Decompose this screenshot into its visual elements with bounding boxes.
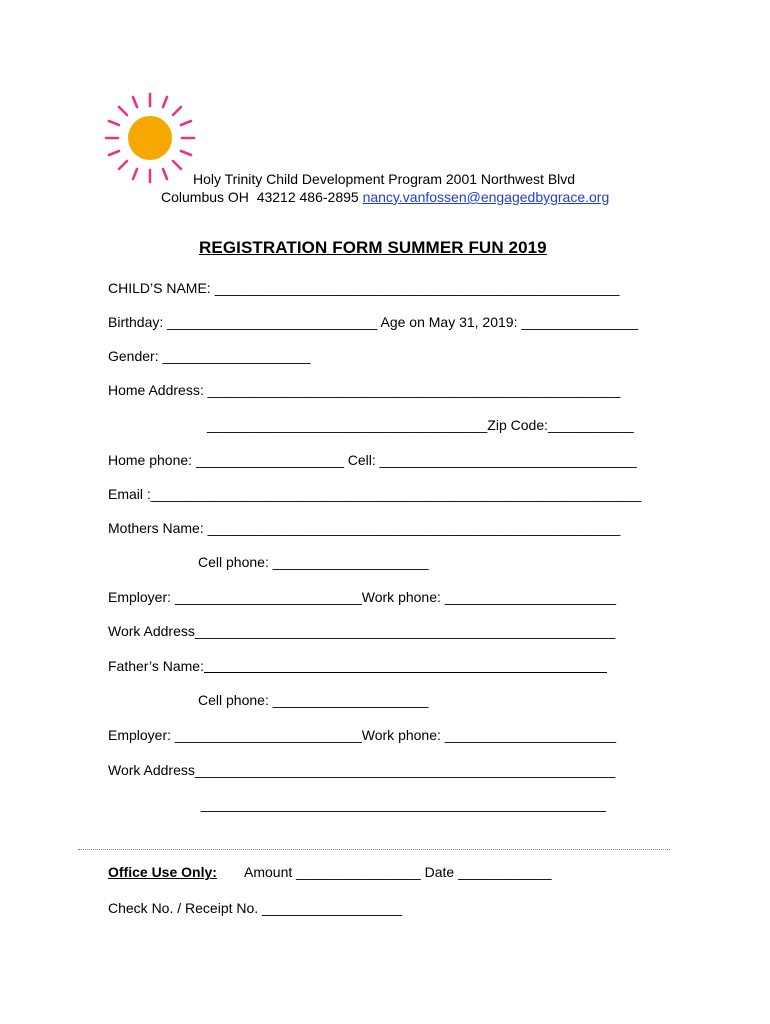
- childs-name-field[interactable]: CHILD’S NAME: ____________________________________________________: [108, 280, 620, 296]
- mother-cell-phone-field[interactable]: Cell phone: ____________________: [198, 554, 429, 570]
- gender-field[interactable]: Gender: ___________________: [108, 348, 311, 364]
- birthday-age-field[interactable]: Birthday: ___________________________ Age on May 31, 2019: _______________: [108, 314, 639, 330]
- fathers-name-label: Father’s Name:: [108, 658, 208, 674]
- home-address-field[interactable]: Home Address: _____________________________________________________: [108, 382, 621, 398]
- address-zip-field[interactable]: ____________________________________Zip Code:___________: [207, 417, 634, 433]
- mothers-name-field[interactable]: Mothers Name: _____________________________________________________: [108, 520, 621, 536]
- office-use-label: Office Use Only:: [108, 864, 217, 880]
- home-cell-phone-field[interactable]: Home phone: ___________________ Cell: _________________________________: [108, 452, 637, 468]
- contact-line: [161, 189, 609, 205]
- mother-employer-field[interactable]: Employer: ________________________Work phone: ______________________: [108, 589, 617, 605]
- fathers-name-line[interactable]: [204, 672, 607, 673]
- father-work-address-field[interactable]: Work Address______________________________________________________: [108, 762, 616, 778]
- father-cell-phone-field[interactable]: Cell phone: ____________________: [198, 692, 429, 708]
- check-receipt-field[interactable]: Check No. / Receipt No. __________________: [108, 900, 403, 916]
- sun-icon: [104, 92, 196, 184]
- father-employer-field[interactable]: Employer: ________________________Work phone: ______________________: [108, 727, 617, 743]
- amount-date-field[interactable]: Amount ________________ Date ____________: [244, 864, 552, 880]
- mother-work-address-field[interactable]: Work Address______________________________________________________: [108, 623, 616, 639]
- email-field[interactable]: Email :_______________________________________________________________: [108, 486, 642, 502]
- section-divider: [78, 849, 670, 850]
- extra-address-line[interactable]: ____________________________________________________: [201, 796, 606, 812]
- form-title: REGISTRATION FORM SUMMER FUN 2019: [199, 238, 547, 257]
- program-name-address: Holy Trinity Child Development Program 2001 Northwest Blvd: [193, 171, 576, 187]
- email-link[interactable]: nancy.vanfossen@engagedbygrace.org: [362, 189, 610, 205]
- city-phone: Columbus OH 43212 486-2895: [161, 189, 363, 205]
